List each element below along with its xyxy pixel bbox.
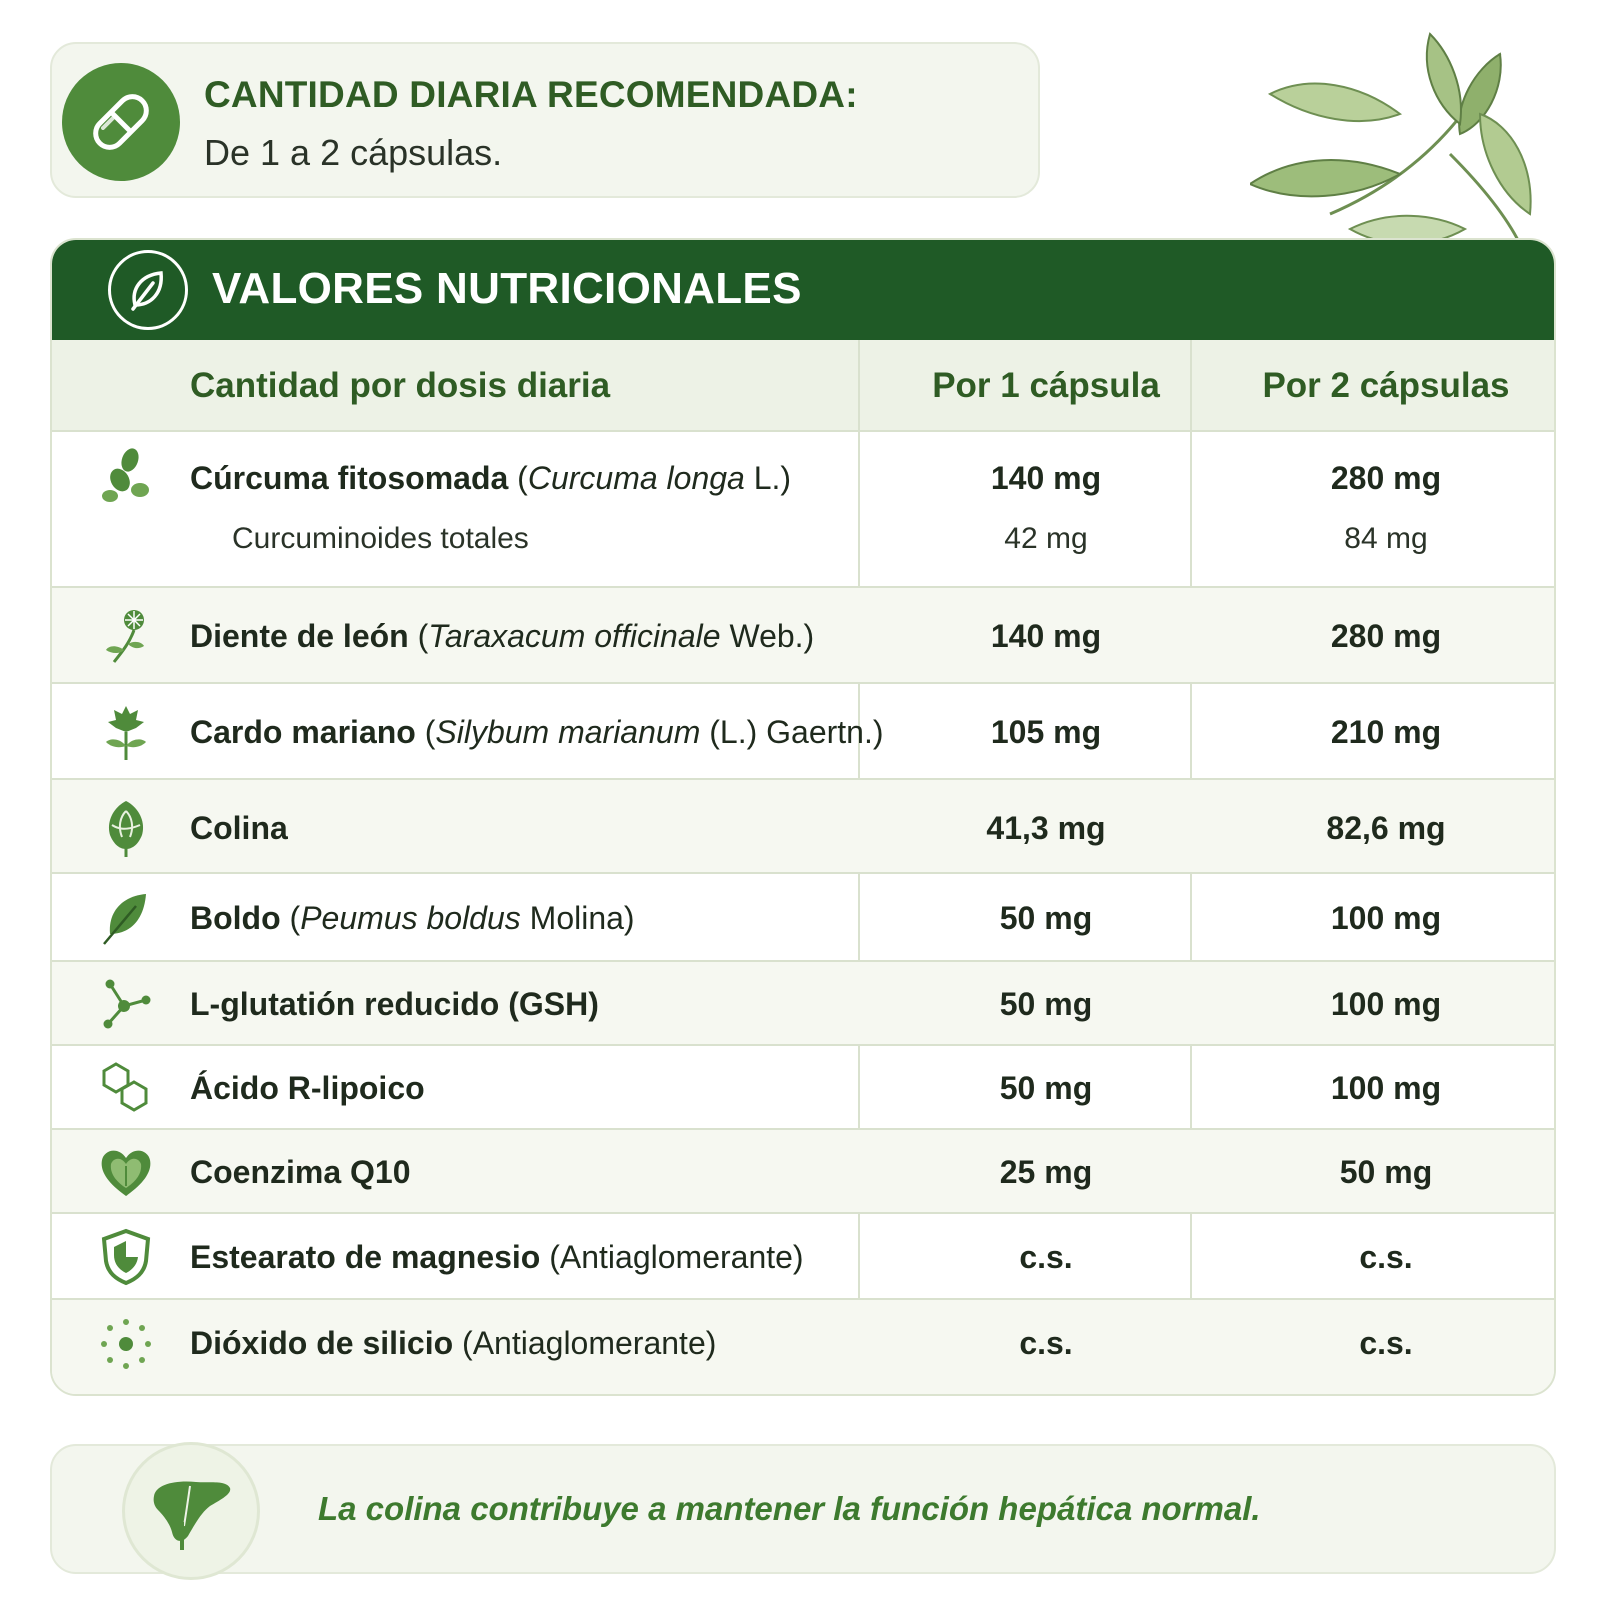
table-row [52, 962, 1554, 1046]
ingredient-name: Cúrcuma fitosomada (Curcuma longa L.) [190, 460, 792, 496]
ingredient-name: Diente de león (Taraxacum officinale Web.) [190, 618, 815, 654]
value-2-capsules: c.s. [1359, 1325, 1413, 1361]
value-1-capsule: 50 mg [999, 986, 1093, 1022]
ingredient-name: Colina [190, 810, 288, 846]
value-2-capsules: 100 mg [1330, 986, 1442, 1022]
column-header-row [52, 340, 1554, 432]
value-2-capsules: 50 mg [1339, 1154, 1433, 1190]
molecule-icon [96, 974, 156, 1034]
column-header-1-capsule: Por 1 cápsula [932, 366, 1160, 405]
table-row [52, 432, 1554, 588]
table-row [52, 684, 1554, 780]
dosage-card [50, 42, 1040, 198]
ingredient-name: L-glutatión reducido (GSH) [190, 986, 599, 1022]
value-1-capsule: 50 mg [999, 1070, 1093, 1106]
value-1-capsule: 25 mg [999, 1154, 1093, 1190]
table-row [52, 1130, 1554, 1214]
milk-thistle-icon [96, 702, 156, 762]
particles-icon [96, 1314, 156, 1374]
nutrition-title: VALORES NUTRICIONALES [212, 264, 802, 313]
dosage-title: CANTIDAD DIARIA RECOMENDADA: [204, 74, 858, 115]
value-2-capsules: 280 mg [1330, 618, 1442, 654]
dandelion-icon [96, 606, 156, 666]
value-2-capsules: 100 mg [1330, 1070, 1442, 1106]
table-row [52, 1300, 1554, 1396]
value-2-capsules: 280 mg [1330, 460, 1442, 496]
ingredient-name: Ácido R-lipoico [190, 1070, 425, 1106]
liver-icon [122, 1442, 260, 1580]
value-1-capsule: c.s. [1019, 1325, 1073, 1361]
ingredient-name: Cardo mariano (Silybum marianum (L.) Gaertn.) [190, 714, 884, 750]
sub-ingredient-name: Curcuminoides totales [232, 522, 529, 555]
decorative-leaves-icon [1250, 14, 1580, 254]
turmeric-root-icon [96, 446, 156, 506]
value-1-capsule: c.s. [1019, 1239, 1073, 1275]
value-1-capsule: 41,3 mg [986, 810, 1106, 846]
nutrition-table [50, 238, 1556, 1396]
table-row [52, 1046, 1554, 1130]
value-2-capsules: 210 mg [1330, 714, 1442, 750]
dosage-text: De 1 a 2 cápsulas. [204, 132, 503, 173]
table-row [52, 780, 1554, 874]
value-1-capsule: 50 mg [999, 900, 1093, 936]
value-1-capsule: 140 mg [990, 460, 1102, 496]
value-1-capsule: 140 mg [990, 618, 1102, 654]
table-row [52, 588, 1554, 684]
ingredient-name: Estearato de magnesio (Antiaglomerante) [190, 1239, 804, 1275]
heart-icon [96, 1142, 156, 1202]
column-header-2-capsules: Por 2 cápsulas [1262, 366, 1510, 405]
value-2-capsules: 82,6 mg [1326, 810, 1446, 846]
hexagon-ring-icon [96, 1058, 156, 1118]
capsule-icon [62, 63, 180, 181]
shield-icon [96, 1227, 156, 1287]
boldo-leaf-icon [96, 888, 156, 948]
leaf-icon [108, 250, 188, 330]
ingredient-name: Dióxido de silicio (Antiaglomerante) [190, 1325, 717, 1361]
ingredient-name: Coenzima Q10 [190, 1154, 411, 1190]
table-row [52, 874, 1554, 962]
sub-value-1-capsule: 42 mg [1004, 522, 1088, 555]
sub-value-2-capsules: 84 mg [1344, 522, 1428, 555]
column-header-name: Cantidad por dosis diaria [190, 366, 611, 405]
value-1-capsule: 105 mg [990, 714, 1102, 750]
health-claim-text: La colina contribuye a mantener la función hepática normal. [318, 1490, 1261, 1527]
health-claim-card [50, 1444, 1556, 1574]
artichoke-icon [96, 797, 156, 857]
nutrition-header [52, 240, 1554, 340]
value-2-capsules: 100 mg [1330, 900, 1442, 936]
value-2-capsules: c.s. [1359, 1239, 1413, 1275]
ingredient-name: Boldo (Peumus boldus Molina) [190, 900, 635, 936]
table-row [52, 1214, 1554, 1300]
